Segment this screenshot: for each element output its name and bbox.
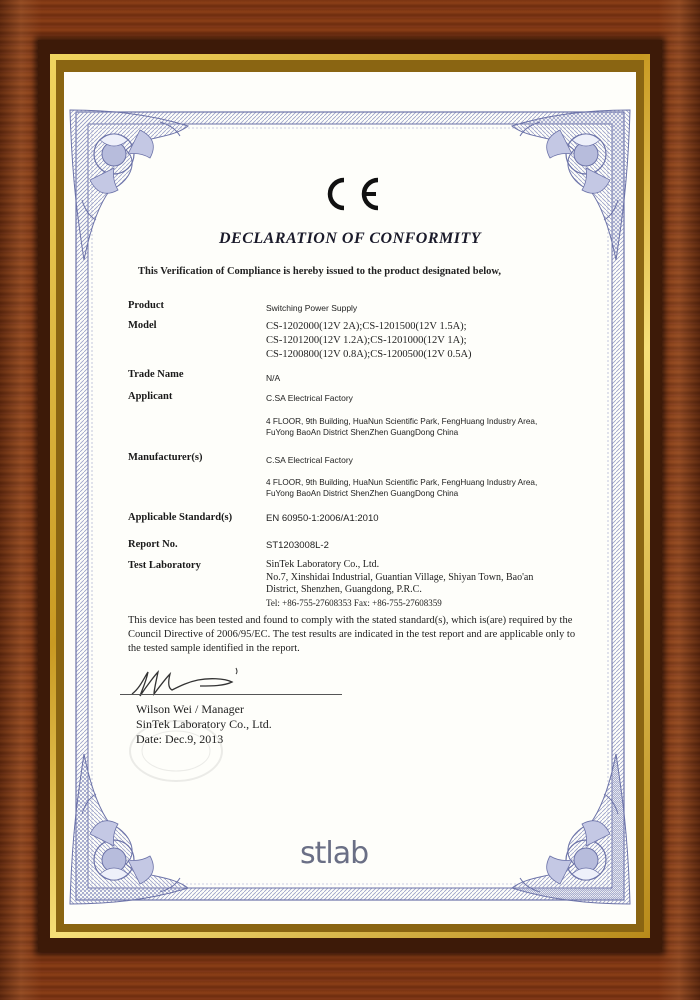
- signature-icon: [128, 664, 248, 698]
- address-line: 4 FLOOR, 9th Building, HuaNun Scientific Park, FengHuang Industry Area,: [266, 478, 538, 487]
- lab-label: Test Laboratory: [128, 560, 201, 571]
- manufacturer-label: Manufacturer(s): [128, 452, 203, 463]
- signer-name: Wilson Wei / Manager: [136, 702, 244, 716]
- signature-line: [120, 694, 342, 695]
- manufacturer-address: [266, 477, 537, 499]
- lab-value: [266, 559, 533, 609]
- lab-line: No.7, Xinshidai Industrial, Guantian Village, Shiyan Town, Bao'an: [266, 571, 534, 583]
- trade-name-label: Trade Name: [128, 369, 184, 380]
- report-label: Report No.: [128, 539, 178, 550]
- standard-value: EN 60950-1:2006/A1:2010: [266, 513, 379, 524]
- lab-line: Tel: +86-755-27608353 Fax: +86-755-27608359: [266, 597, 442, 608]
- address-line: FuYong BaoAn District ShenZhen GuangDong China: [266, 489, 459, 498]
- model-line: CS-1202000(12V 2A);CS-1201500(12V 1.5A);: [266, 321, 467, 332]
- trade-name-value: N/A: [266, 373, 281, 383]
- applicant-label: Applicant: [128, 391, 173, 402]
- standard-label: Applicable Standard(s): [128, 512, 233, 523]
- model-line: CS-1201200(12V 1.2A);CS-1201000(12V 1A);: [266, 335, 467, 346]
- lab-line: District, Shenzhen, Guangdong, P.R.C.: [266, 584, 422, 595]
- applicant-address: [266, 416, 537, 438]
- manufacturer-name: C.SA Electrical Factory: [266, 455, 353, 465]
- applicant-name: C.SA Electrical Factory: [266, 393, 353, 403]
- report-value: ST1203008L-2: [266, 540, 329, 551]
- ce-mark-icon: [318, 174, 388, 214]
- model-label: Model: [128, 320, 157, 331]
- signer-date: Date: Dec.9, 2013: [136, 732, 224, 746]
- signer-block: [136, 702, 272, 747]
- product-value: Switching Power Supply: [266, 303, 358, 313]
- stlab-logo: stlab: [300, 836, 369, 871]
- address-line: 4 FLOOR, 9th Building, HuaNun Scientific Park, FengHuang Industry Area,: [266, 417, 538, 426]
- address-line: FuYong BaoAn District ShenZhen GuangDong China: [266, 428, 459, 437]
- signer-company: SinTek Laboratory Co., Ltd.: [136, 717, 272, 731]
- product-label: Product: [128, 300, 164, 311]
- declaration-text: This device has been tested and found to comply with the stated standard(s), which is(are) required by the Council Directive of 2006/95/EC. The test results are indicated in the test report and are applicable only to the tested sample identified in the report.: [128, 615, 576, 654]
- lab-line: SinTek Laboratory Co., Ltd.: [266, 559, 380, 570]
- model-line: CS-1200800(12V 0.8A);CS-1200500(12V 0.5A): [266, 349, 472, 360]
- model-value: [266, 320, 472, 362]
- intro-text: This Verification of Compliance is hereby issued to the product designated below,: [138, 266, 502, 277]
- certificate-title: DECLARATION OF CONFORMITY: [218, 230, 482, 247]
